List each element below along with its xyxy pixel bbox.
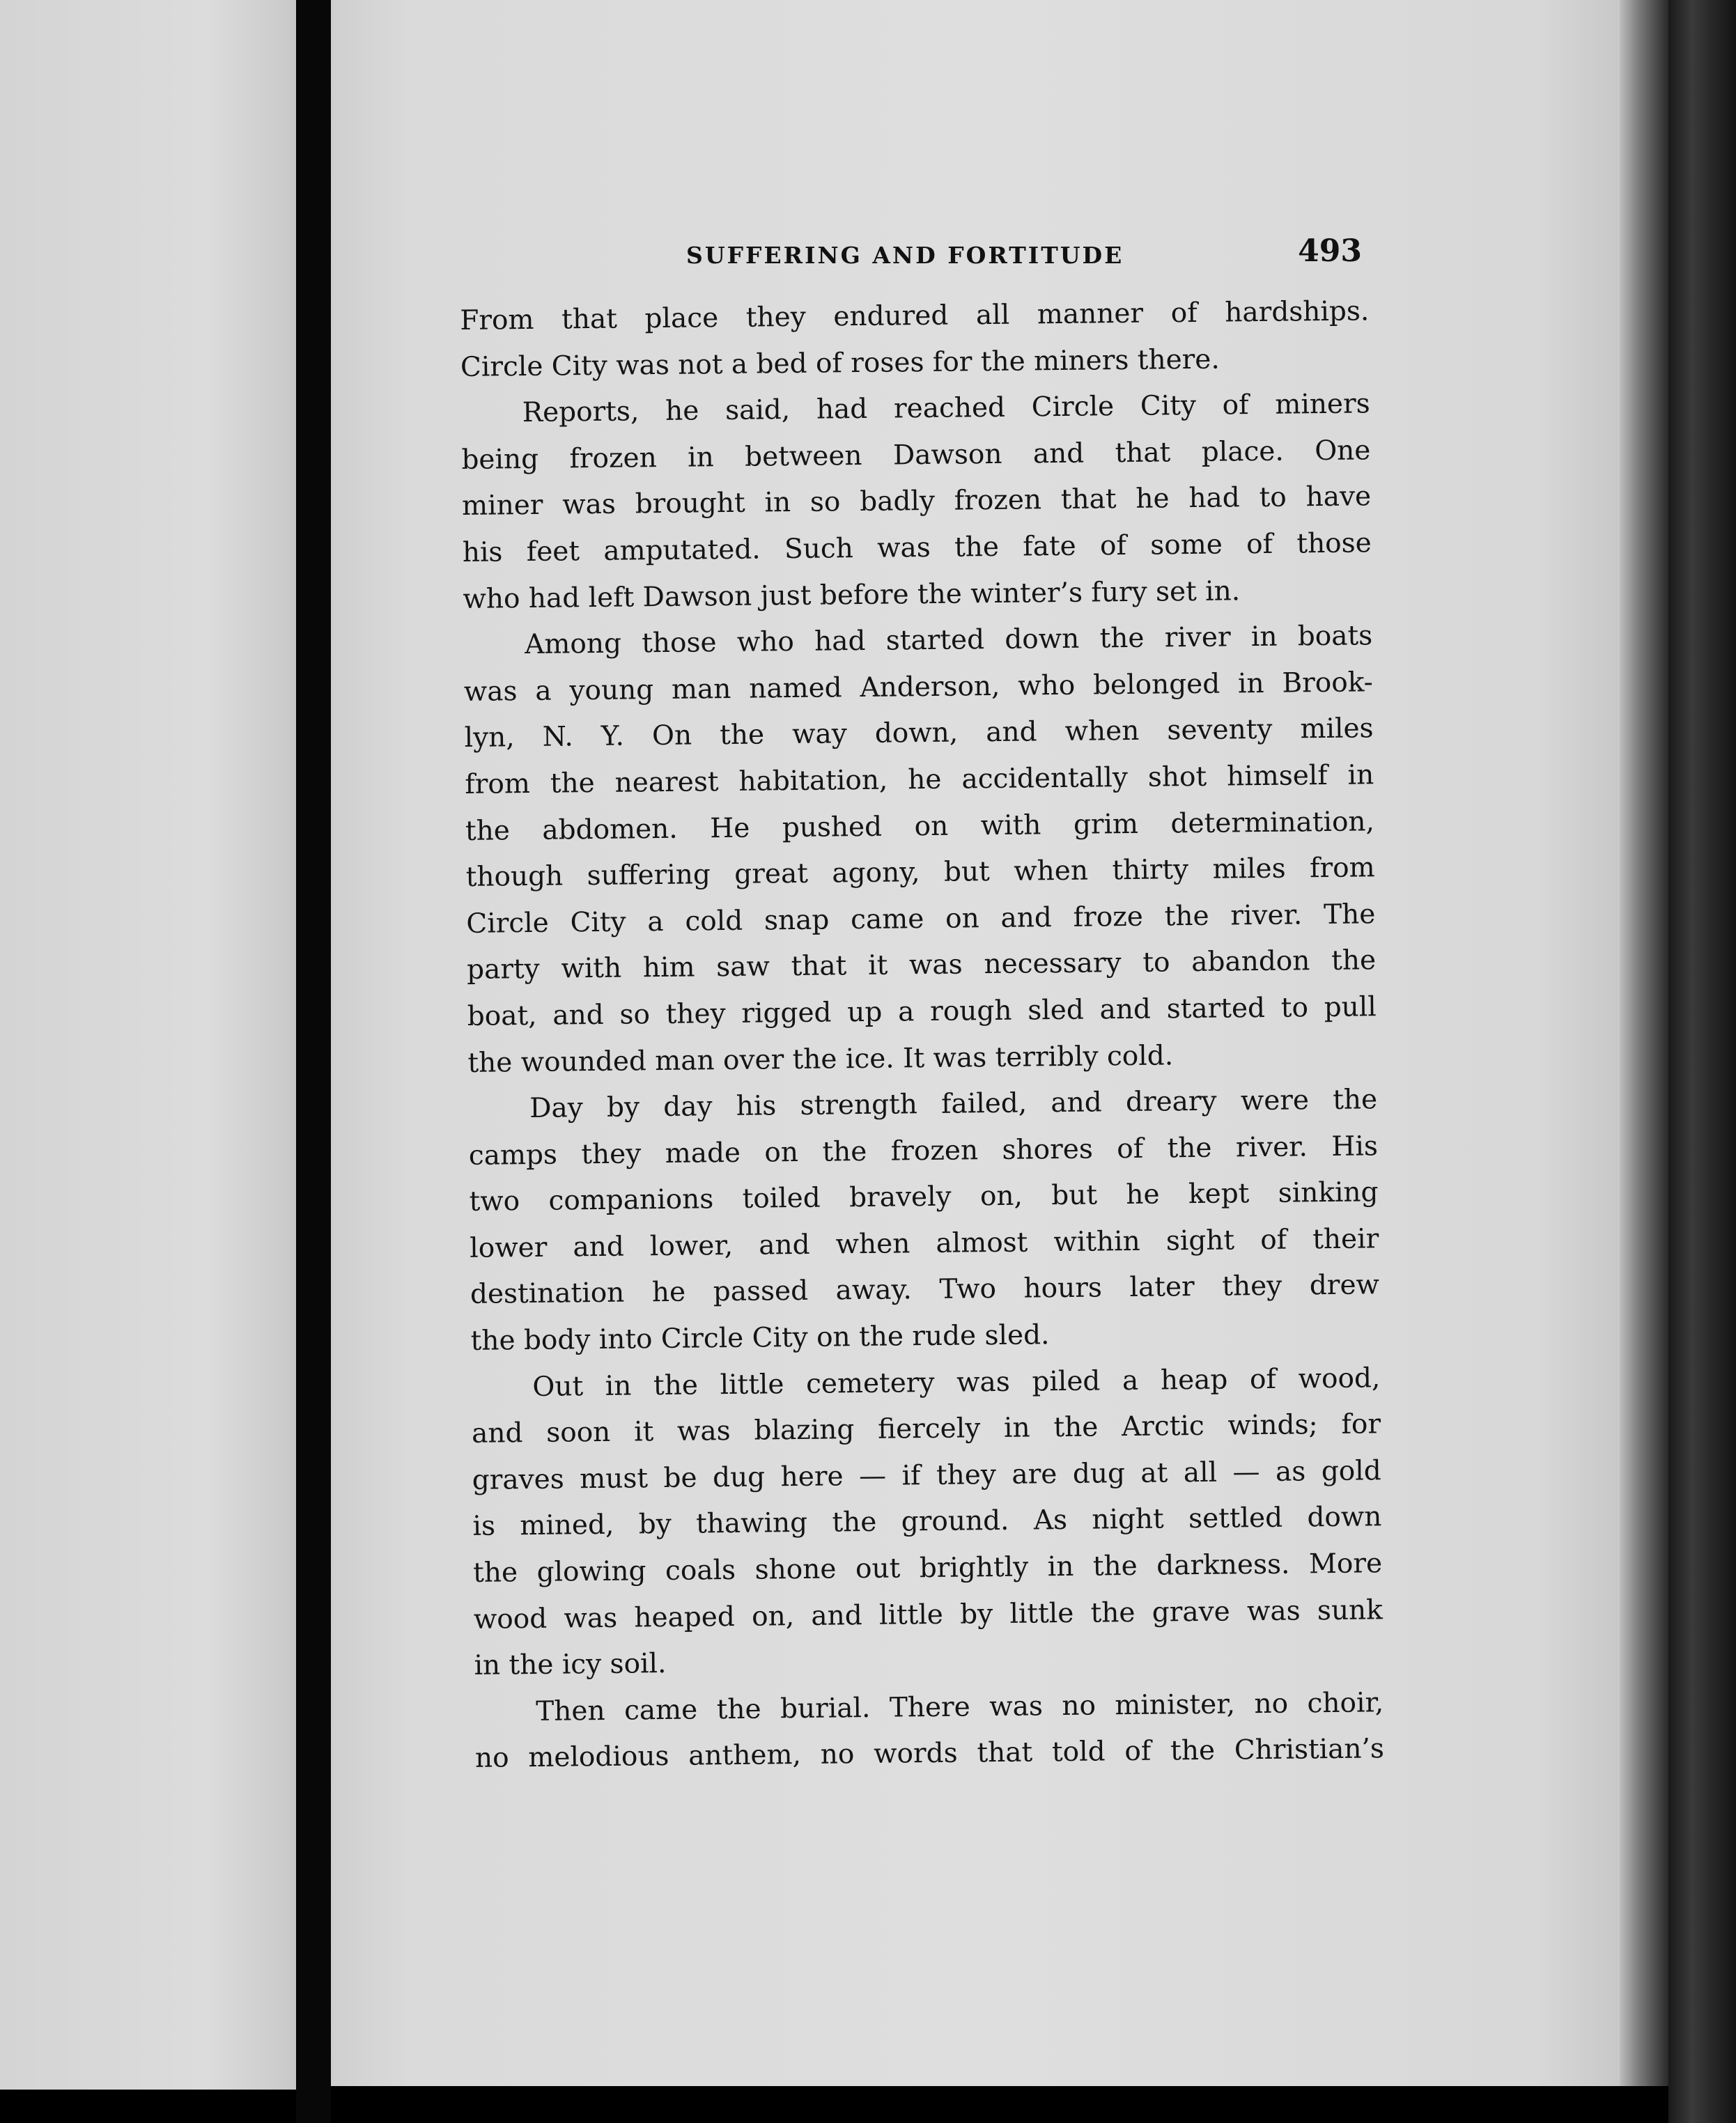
- text-line: being frozen in between Dawson and that place. One: [461, 435, 1371, 476]
- text-line: the abdomen. He pushed on with grim determination,: [465, 805, 1375, 847]
- paragraph: [468, 1077, 1380, 1364]
- page-edge-shadow: [1620, 0, 1668, 2086]
- paragraph: [460, 288, 1370, 391]
- text-line: in the icy soil.: [474, 1648, 667, 1682]
- text-line: Among those who had started down the river in boats: [524, 620, 1373, 661]
- text-line: Reports, he said, had reached Circle City of miners: [522, 388, 1370, 429]
- text-line: party with him saw that it was necessary to abandon the: [466, 944, 1377, 986]
- text-line: graves must be dug here — if they are dug at all — as gold: [472, 1455, 1381, 1496]
- running-head: [686, 233, 1362, 275]
- text-line: miner was brought in so badly frozen that he had to have: [461, 481, 1372, 522]
- text-line: from the nearest habitation, he accidentally shot himself in: [465, 759, 1374, 800]
- page-number: 493: [1298, 233, 1362, 269]
- text-line: Day by day his strength failed, and dreary were the: [529, 1084, 1378, 1125]
- text-line: destination he passed away. Two hours later they drew: [470, 1269, 1380, 1311]
- left-page-blank: [0, 0, 296, 2090]
- paragraph: [463, 613, 1377, 1087]
- text-line: his feet amputated. Such was the fate of some of those: [462, 527, 1372, 568]
- text-line: From that place they endured all manner of hardships.: [460, 295, 1370, 336]
- book-cover-edge: [1668, 0, 1736, 2123]
- text-line: the wounded man over the ice. It was terribly cold.: [467, 1039, 1174, 1079]
- paragraph: [460, 382, 1372, 623]
- text-line: lower and lower, and when almost within sight of their: [470, 1223, 1379, 1264]
- text-line: who had left Dawson just before the winter’s fury set in.: [463, 575, 1241, 615]
- text-line: and soon it was blazing fiercely in the Arctic winds; for: [471, 1408, 1381, 1450]
- text-line: is mined, by thawing the ground. As night settled down: [472, 1501, 1382, 1543]
- text-line: was a young man named Anderson, who belonged in Brook-: [463, 667, 1374, 708]
- text-line: Then came the burial. There was no minister, no choir,: [536, 1687, 1384, 1727]
- paragraph: [471, 1355, 1384, 1690]
- text-line: two companions toiled bravely on, but he kept sinking: [469, 1176, 1379, 1218]
- book-gutter: [296, 0, 331, 2123]
- text-line: Circle City a cold snap came on and froze the river. The: [466, 899, 1376, 940]
- body-text: [460, 288, 1384, 1782]
- text-line: the body into Circle City on the rude sled.: [470, 1319, 1050, 1357]
- text-line: wood was heaped on, and little by little the grave was sunk: [473, 1594, 1384, 1635]
- text-line: though suffering great agony, but when thirty miles from: [465, 852, 1375, 894]
- text-line: camps they made on the frozen shores of the river. His: [468, 1130, 1379, 1172]
- paragraph: [474, 1680, 1384, 1782]
- running-title: SUFFERING AND FORTITUDE: [686, 242, 1124, 269]
- text-line: Circle City was not a bed of roses for the miners there.: [460, 343, 1220, 383]
- text-line: lyn, N. Y. On the way down, and when seventy miles: [464, 713, 1374, 754]
- text-line: no melodious anthem, no words that told of the Christian’s: [474, 1733, 1385, 1775]
- text-line: the glowing coals shone out brightly in the darkness. More: [472, 1548, 1383, 1589]
- text-line: Out in the little cemetery was piled a heap of wood,: [532, 1362, 1381, 1403]
- text-line: boat, and so they rigged up a rough sled and started to pull: [467, 991, 1377, 1032]
